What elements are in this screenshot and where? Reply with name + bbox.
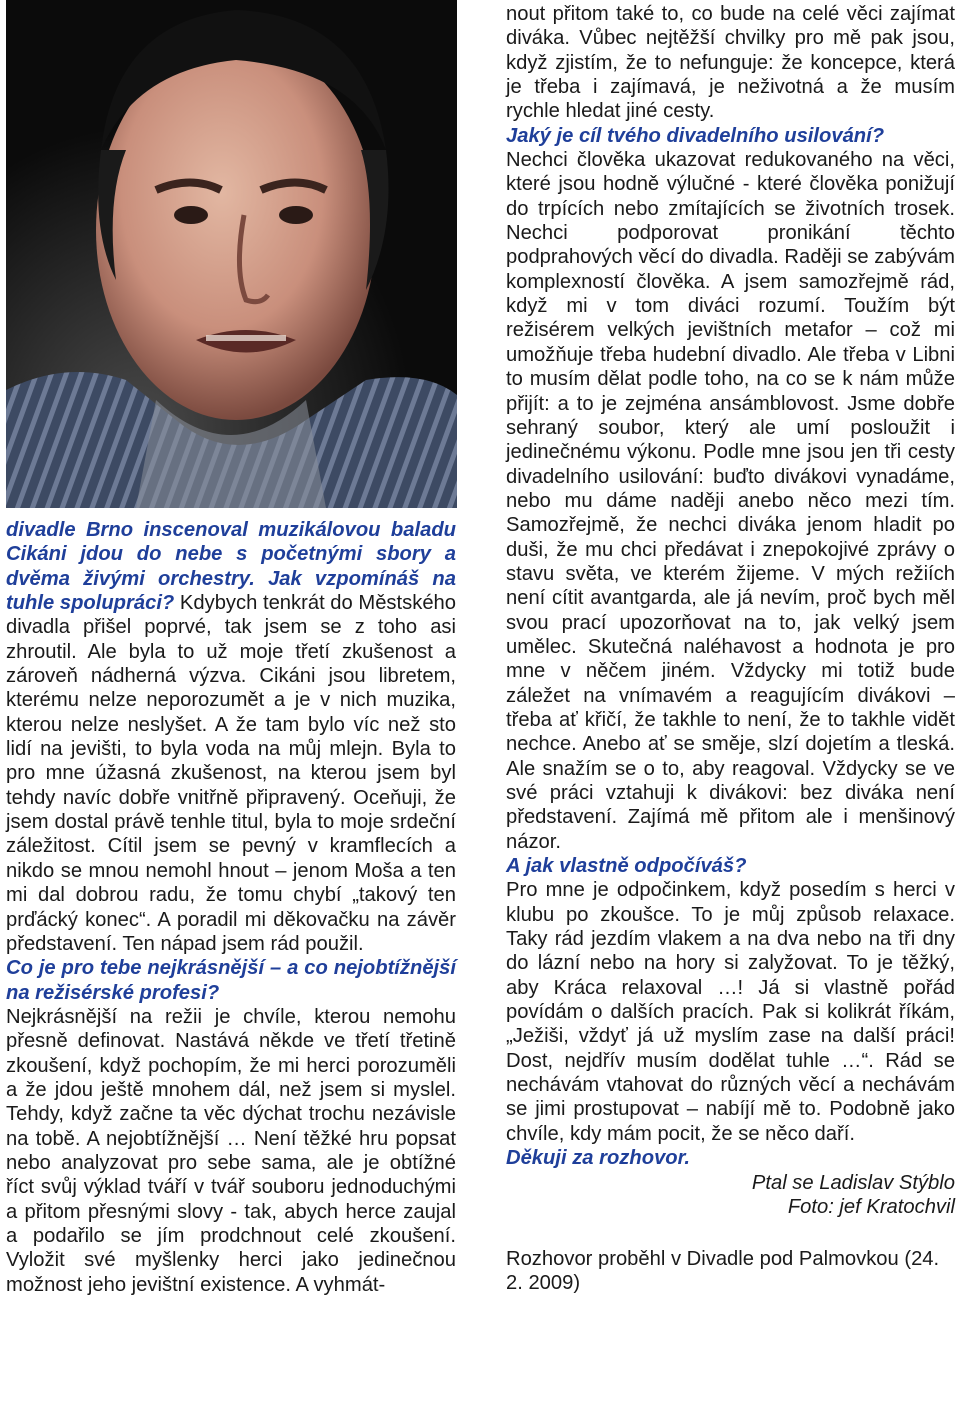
portrait-image — [6, 0, 457, 508]
answer-odpocinek: Pro mne je odpočinkem, když posedím s herci v klubu po zkoušce. To je můj způsob relaxace. Taky rád jezdím vlakem a na dva nebo na tři dny do lázní nebo na hory si zalyžovat. To je těžký, aby Kráca relaxoval …! Já si vlastně pořád povídám o dalších pracích. Pak si kolikrát říkám, „Ježiši, vždyť já už myslím zase na další práci! Dost, nejdřív musím dodělat tuhle …“. Rád se nechávám vtahovat do různých věcí a nechávám se jimi prostupovat – nabíjí mě to. Podobně jako chvíle, kdy mám pocit, že se něco daří. — [506, 879, 955, 1145]
question-cil: Jaký je cíl tvého divadelního usilování? — [506, 124, 885, 147]
answer-muzikal: Kdybych tenkrát do Městského divadla přišel poprvé, tak jsem se z toho asi zhroutil. Ale byla to už moje třetí zkušenost a zároveň nádherná výzva. Cikáni jsou libretem, kterému nelze neporozumět a je v nich muzika, kterou nelze neslyšet. A že tam bylo víc než sto lidí na jevišti, to byla voda na můj mlejn. Byla to pro mne úžasná zkušenost, na kterou jsem byl tehdy navíc dobře vnitřně připravený. Oceňuji, že jsem dostal právě tenhle titul, byla to moje srdeční záležitost. Cítil jsem se pevný v kramflecích a nikdo se mnou nemohl hnout – jenom Moša a ten mi dal dobrou radu, že tomu chybí „takový ten prďácký konec“. A poradil mi děkovačku na závěr představení. Ten nápad jsem rád použil. — [6, 592, 457, 955]
photo-credit: Foto: jef Kratochvil — [787, 1195, 955, 1218]
question-rezie: Co je pro tebe nejkrásnější – a co nejobtížnější na režisérské profesi? — [6, 957, 456, 1004]
question-muzikal: divadle Brno inscenoval muzikálovou baladu Cikáni jdou do nebe s početnými sbory a dvěma živými orchestry. Jak vzpomínáš na tuhle spolupráci? — [6, 519, 456, 615]
right-column — [506, 0, 955, 1295]
portrait-photo — [6, 0, 457, 508]
answer-rezie-continued: nout přitom také to, co bude na celé věci zajímat diváka. Vůbec nejtěžší chvilky pro mě pak jsou, když zjistím, že to nefunguje: že koncepce, která je třeba i zajímavá, je neživotná a že musím rychle hledat jiné cesty. — [506, 3, 955, 123]
interview-note: Rozhovor proběhl v Divadle pod Palmovkou (24. 2. 2009) — [506, 1247, 940, 1294]
question-odpocinek: A jak vlastně odpočíváš? — [506, 855, 747, 878]
left-column — [6, 0, 456, 1297]
answer-cil: Nechci člověka ukazovat redukovaného na věci, které jsou hodně výlučné - které člověka ponižují do trpících nebo zmítajících se životních trosek. Nechci podporovat pronikání těchto podprahových věcí do divadla. Raději se zabývám komplexností člověka. A jsem samozřejmě rád, když mi v tom diváci rozumí. Toužím být režisérem velkých jevištních metafor – což mi umožňuje třeba hudební divadlo. Ale třeba v Libni to musím dělat podle toho, na co se k nám může přijít: a to je zejména ansámblovost. Jsme dobře sehraný soubor, který ale umí posloužit i jedinečnému výkonu. Podle mne jsou jen tři cesty divadelního usilování: buďto divákovi vynadáme, nebo mu dáme naději anebo něco mezi tím. Samozřejmě, že nechci diváka jenom hladit po duši, že mu chci předávat i znepokojivé zprávy o stavu světa, ve kterém žijeme. V mých režiích není cítit avantgarda, ale já nevím, proč bych měl svou prací upozorňovat na to, jak velký jsem umělec. Skutečná naléhavost a hodnota je pro mne v něčem jiném. Vždycky mi totiž bude záležet na vnímavém a reagujícím divákovi – třeba ať křičí, že takhle to není, že to takhle vidět nechce. Anebo ať se směje, slzí dojetím a tleská. Ale snažím se o to, aby reagoval. Vždycky se ve své práci vztahuji k divákovi: bez diváka není představení. Zajímá mě přitom ale i menšinový názor. — [506, 149, 955, 853]
closing-thanks: Děkuji za rozhovor. — [506, 1147, 690, 1170]
answer-rezie: Nejkrásnější na režii je chvíle, kterou nemohu přesně definovat. Nastává někde ve třetí třetině zkoušení, když pochopím, že mi herci porozuměli a že jdou ještě mnohem dál, než jsem si myslel. Tehdy, když začne ta věc dýchat trochu nezávisle na tobě. A nejobtížnější … Není těžké hru popsat nebo analyzovat pro sebe sama, ale je obtížné říct svůj výklad tváří v tvář souboru jednoduchými a přitom přesnými slovy - tak, abych herce zaujal a podařilo se jím prodchnout celé zkoušení. Vyložit své myšlenky herci jako jedinečnou možnost jeho jevištní existence. A vyhmát- — [6, 1005, 456, 1296]
interviewer-credit: Ptal se Ladislav Stýblo — [751, 1171, 955, 1194]
